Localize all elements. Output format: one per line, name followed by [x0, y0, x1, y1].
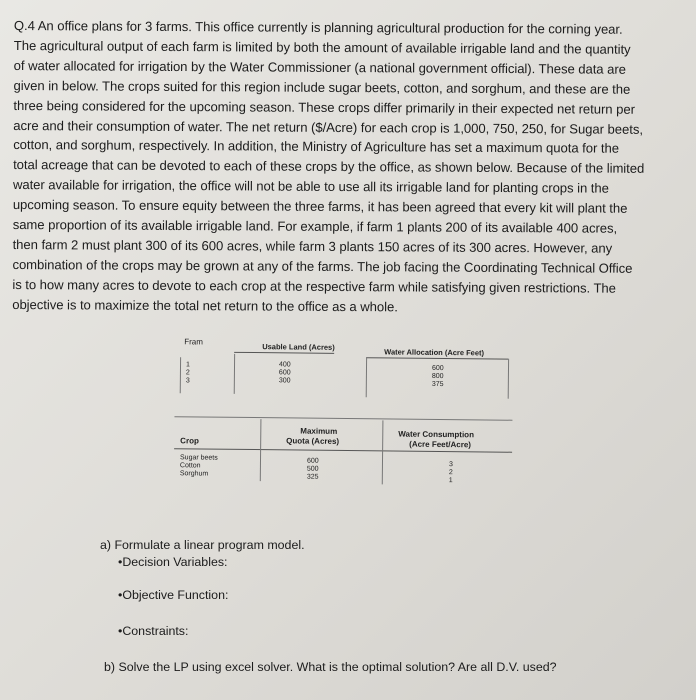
land-value: 600: [278, 369, 291, 377]
problem-line: cotton, and sorghum, respectively. In addition, the Ministry of Agriculture has set a maximum quota for the: [13, 137, 619, 157]
farm-table: [172, 331, 523, 405]
problem-statement: [12, 16, 682, 319]
problem-line: is to how many acres to devote to each crop at the respective farm while satisfying given restrictions. The: [12, 276, 616, 296]
column-rule: [382, 420, 384, 484]
problem-line: three being considered for the upcoming season. These crops differ primarily in their expected net return per: [13, 97, 635, 117]
problem-line: then farm 2 must plant 300 of its 600 acres, while farm 3 plants 150 acres of its 300 acres. However, any: [12, 236, 613, 256]
problem-line: objective is to maximize the total net return to the office as a whole.: [12, 296, 398, 315]
problem-line: total acreage that can be devoted to each of these crops by the office, as shown below. Because of the limited: [13, 157, 645, 177]
column-rule: [508, 359, 509, 399]
problem-line: The agricultural output of each farm is limited by both the amount of available irrigable land and the quantity: [13, 37, 631, 57]
crop-table: [172, 414, 523, 508]
water-use-value: 3: [448, 461, 453, 469]
problem-line: upcoming season. To ensure equity between the three farms, it has been agreed that every kit will plant the: [12, 197, 628, 216]
water-value: 800: [431, 372, 444, 381]
header-rule: [366, 357, 508, 359]
header-rule: [234, 352, 334, 354]
water-header-line2: (Acre Feet/Acre): [409, 439, 472, 450]
land-header: Usable Land (Acres): [262, 342, 335, 352]
objective-function-label: •Objective Function:: [118, 588, 229, 602]
water-use-value: 2: [448, 469, 453, 477]
problem-line: water available for irrigation, the office will not be able to use all its irrigable land for planting crops in the: [12, 177, 609, 196]
problem-line: combination of the crops may be grown at any of the farms. The job facing the Coordinating Technical Office: [12, 256, 633, 276]
constraints-label: •Constraints:: [118, 624, 189, 638]
column-rule: [180, 357, 181, 393]
farm-id: 2: [185, 369, 190, 377]
quota-value: 500: [306, 465, 319, 473]
top-rule: [174, 416, 512, 421]
column-rule: [366, 357, 367, 397]
column-rule: [234, 354, 235, 394]
problem-line: of water allocated for irrigation by the Water Commissioner (a national government official). These data are: [13, 57, 626, 77]
water-header: Water Allocation (Acre Feet): [384, 347, 485, 358]
crop-name: Sugar beets: [179, 454, 218, 462]
quota-value: 325: [306, 473, 319, 481]
water-value: 375: [431, 380, 444, 389]
land-value: 300: [278, 377, 291, 385]
problem-line: same proportion of its available irrigable land. For example, if farm 1 plants 200 of its available 400 acres,: [12, 217, 618, 236]
farm-id: 1: [185, 361, 190, 369]
problem-line: Q.4 An office plans for 3 farms. This office currently is planning agricultural production for the corning year.: [13, 17, 623, 37]
water-use-value: 1: [448, 477, 453, 485]
quota-header-line1: Maximum: [300, 426, 338, 436]
farm-id: 3: [185, 377, 190, 385]
water-header-line1: Water Consumption: [398, 429, 475, 440]
question-a: a) Formulate a linear program model.: [100, 538, 305, 552]
problem-line: acre and their consumption of water. The net return ($/Acre) for each crop is 1,000, 750, 250, for Sugar beets,: [13, 117, 643, 137]
water-value: 600: [431, 364, 444, 373]
problem-line: given in below. The crops suited for this region include sugar beets, cotton, and sorghum, and these are the: [13, 77, 631, 97]
question-b: b) Solve the LP using excel solver. What is the optimal solution? Are all D.V. used?: [104, 660, 557, 674]
crop-name: Cotton: [179, 462, 201, 470]
quota-header-line2: Quota (Acres): [286, 436, 340, 446]
crop-name: Sorghum: [179, 470, 209, 478]
land-value: 400: [278, 361, 291, 369]
crop-header: Crop: [180, 436, 199, 446]
decision-variables-label: •Decision Variables:: [118, 555, 228, 569]
quota-value: 600: [306, 457, 319, 465]
farm-header: Fram: [184, 337, 203, 347]
